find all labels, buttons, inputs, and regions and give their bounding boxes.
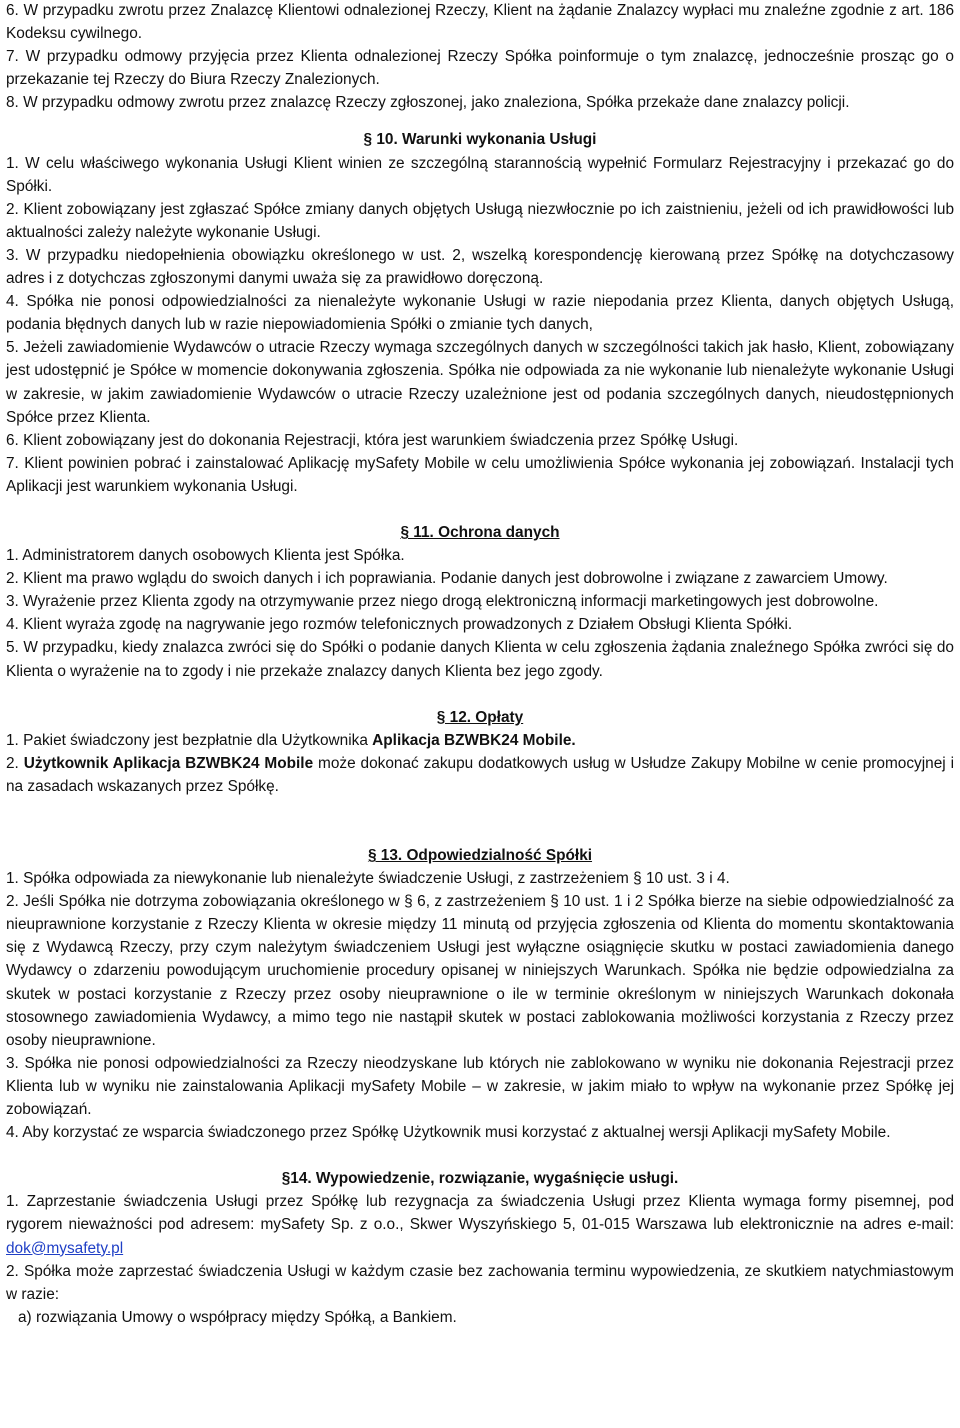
list-item bbox=[6, 91, 954, 114]
list-item bbox=[6, 1190, 954, 1259]
section-heading-12 bbox=[6, 706, 954, 729]
item-number: 4. bbox=[6, 293, 19, 311]
spacer bbox=[6, 114, 954, 128]
item-text: Spółka może zaprzestać świadczenia Usługi w każdym czasie bez zachowania terminu wypowiedzenia, ze skutkiem natychmiastowym w razie: bbox=[6, 1262, 954, 1303]
list-item bbox=[6, 752, 954, 798]
item-number: 1. bbox=[6, 870, 19, 888]
item-number: 2. bbox=[6, 754, 19, 772]
item-text: Administratorem danych osobowych Klienta jest Spółka. bbox=[22, 547, 405, 565]
item-text: Klient ma prawo wglądu do swoich danych i ich poprawiania. Podanie danych jest dobrowolne i związane z zawarciem Umowy. bbox=[23, 570, 888, 588]
list-item bbox=[6, 867, 954, 890]
list-subitem: a) rozwiązania Umowy o współpracy między Spółką, a Bankiem. bbox=[18, 1308, 457, 1326]
item-number: 5. bbox=[6, 639, 19, 657]
item-number: 1. bbox=[6, 731, 19, 749]
item-number: 7. bbox=[6, 48, 19, 66]
item-text: Jeśli Spółka nie dotrzyma zobowiązania określonego w § 6, z zastrzeżeniem § 10 ust. 1 i 2 Spółka bierze na siebie odpowiedzialność za nieuprawnione korzystanie z Rzeczy Klienta w okresie między 11 minutą od przyjęcia zgłoszenia od Klienta do momentu skontaktowania się z Wydawcą Rzeczy, przy czym należytym świadczeniem Usługi jest wyłączne osiągnięcie skutku w postaci zawiadomienia danego Wydawcy o zdarzeniu powodującym uruchomienie procedury opisanej w niniejszych Warunkach. Spółka nie będzie odpowiedzialna za skutek w postaci korzystanie z Rzeczy przez osoby nieuprawnione o ile w terminie określonym w niniejszych Warunkach dokonała stosownego zawiadomienia Wydawcy, a mimo tego nie nastąpił skutek w postaci zablokowania możliwości korzystania z Rzeczy przez osoby nieuprawnione. bbox=[6, 893, 954, 1049]
section-heading-14: §14. Wypowiedzenie, rozwiązanie, wygaśnięcie usługi. bbox=[281, 1170, 679, 1188]
item-text: może dokonać zakupu dodatkowych usług w Usłudze Zakupy Mobilne w cenie promocyjnej i na zasadach wskazanych przez Spółkę. bbox=[6, 754, 954, 795]
item-number: 6. bbox=[6, 431, 19, 449]
section-heading-text: § 11. Ochrona danych bbox=[400, 523, 560, 541]
list-item bbox=[6, 152, 954, 198]
list-item bbox=[6, 1260, 954, 1306]
section-heading-text: § 13. Odpowiedzialność Spółki bbox=[367, 847, 593, 864]
list-item bbox=[6, 1121, 954, 1144]
item-text: Aby korzystać ze wsparcia świadczonego przez Spółkę Użytkownik musi korzystać z aktualnej wersji Aplikacji mySafety Mobile. bbox=[22, 1124, 891, 1142]
item-number: 2. bbox=[6, 200, 19, 218]
item-number: 1. bbox=[6, 154, 19, 172]
item-text: Klient zobowiązany jest zgłaszać Spółce zmiany danych objętych Usługą niezwłocznie po ich zaistnieniu, jeżeli od ich prawidłowości lub aktualności zależy należyte wykonanie Usługi. bbox=[6, 200, 955, 241]
spacer bbox=[6, 1144, 954, 1167]
item-text: Spółka nie ponosi odpowiedzialności za nienależyte wykonanie Usługi w razie niepodania przez Klienta, danych objętych Usługą, podania błędnych danych lub w razie niepowiadomienia Spółki o zmianie tych danych, bbox=[6, 293, 954, 334]
list-item bbox=[6, 636, 954, 682]
list-item bbox=[6, 429, 954, 452]
item-number: 2. bbox=[6, 1262, 19, 1280]
item-text: W przypadku odmowy zwrotu przez znalazcę Rzeczy zgłoszonej, jako znaleziona, Spółka przekaże dane znalazcy policji. bbox=[23, 94, 850, 112]
item-number: 8. bbox=[6, 94, 19, 112]
list-item bbox=[6, 890, 954, 1052]
item-bold-text: Użytkownik Aplikacja BZWBK24 Mobile bbox=[23, 754, 314, 772]
list-item bbox=[6, 567, 954, 590]
item-text: Klient powinien pobrać i zainstalować Aplikację mySafety Mobile w celu umożliwienia Spółce wykonania jej zobowiązań. Instalacji tych Aplikacji jest warunkiem wykonania Usługi. bbox=[6, 454, 954, 495]
item-number: 1. bbox=[6, 1193, 19, 1211]
section-heading-11 bbox=[6, 521, 954, 544]
item-text: W przypadku zwrotu przez Znalazcę Klientowi odnalezionej Rzeczy, Klient na żądanie Znalazcy wypłaci mu znaleźne zgodnie z art. 186 Kodeksu cywilnego. bbox=[6, 2, 955, 43]
item-bold-text: Aplikacja BZWBK24 Mobile. bbox=[372, 731, 576, 749]
list-item bbox=[6, 244, 954, 290]
item-number: 3. bbox=[6, 593, 19, 611]
item-text: W celu właściwego wykonania Usługi Klient winien ze szczególną starannością wypełnić Formularz Rejestracyjny i przekazać go do Spółki. bbox=[6, 154, 954, 195]
list-item bbox=[6, 0, 954, 45]
list-item bbox=[6, 336, 954, 428]
item-text: Pakiet świadczony jest bezpłatnie dla Użytkownika bbox=[23, 731, 373, 749]
email-link[interactable]: dok@mysafety.pl bbox=[6, 1239, 124, 1257]
section-heading-13 bbox=[6, 844, 954, 867]
item-text: W przypadku odmowy przyjęcia przez Klienta odnalezionej Rzeczy Spółka poinformuje o tym znalazcę, jednocześnie prosząc go o przekazanie tej Rzeczy do Biura Rzeczy Znalezionych. bbox=[6, 48, 954, 89]
item-text: Wyrażenie przez Klienta zgody na otrzymywanie przez niego drogą elektroniczną informacji marketingowych jest dobrowolne. bbox=[23, 593, 879, 611]
list-item bbox=[6, 1052, 954, 1121]
list-item bbox=[6, 198, 954, 244]
item-number: 4. bbox=[6, 1124, 19, 1142]
item-number: 7. bbox=[6, 454, 19, 472]
item-number: 6. bbox=[6, 2, 19, 19]
item-text: W przypadku niedopełnienia obowiązku określonego w ust. 2, wszelką korespondencję kierowaną przez Spółkę na dotychczasowy adres i z dotychczas zgłoszonymi danymi uważa się za prawidłowo doręczoną. bbox=[6, 246, 955, 288]
list-item bbox=[6, 452, 954, 498]
item-text: Spółka odpowiada za niewykonanie lub nienależyte świadczenie Usługi, z zastrzeżeniem § 10 ust. 3 i 4. bbox=[23, 870, 730, 888]
item-number: 3. bbox=[6, 246, 19, 264]
list-item bbox=[6, 613, 954, 636]
list-item bbox=[6, 544, 954, 567]
item-number: 1. bbox=[6, 547, 19, 565]
item-text: Zaprzestanie świadczenia Usługi przez Spółkę lub rezygnacja za świadczenia Usługi przez Klienta wymaga formy pisemnej, pod rygorem nieważności pod adresem: mySafety Sp. z o.o., Skwer Wyszyńskiego 5, 01-015 Warszawa lub elektronicznie na adres e-mail: bbox=[6, 1193, 955, 1234]
spacer bbox=[6, 683, 954, 706]
list-item bbox=[6, 729, 954, 752]
spacer bbox=[6, 498, 954, 521]
list-item bbox=[6, 45, 954, 91]
item-number: 5. bbox=[6, 339, 19, 357]
list-item bbox=[6, 290, 954, 336]
item-text: Jeżeli zawiadomienie Wydawców o utracie Rzeczy wymaga szczególnych danych w szczególności takich jak hasło, Klient, zobowiązany jest udostępnić je Spółce w momencie dokonywania zgłoszenia. Spółka nie odpowiada za nie wykonanie lub nienależyte wykonanie Usługi w zakresie, w jakim zawiadomienie Wydawców o utracie Rzeczy uzależnione jest od podania szczególnych danych, nieudostępnionych Spółce przez Klienta. bbox=[6, 339, 954, 426]
item-number: 2. bbox=[6, 893, 19, 911]
item-number: 3. bbox=[6, 1054, 19, 1072]
spacer bbox=[6, 798, 954, 844]
item-text: W przypadku, kiedy znalazca zwróci się do Spółki o podanie danych Klienta w celu zgłoszenia żądania znaleźnego Spółka zwróci się do Klienta o wyrażenie na to zgody i nie przekaże znalazcy danych Klienta bez jego zgody. bbox=[6, 639, 954, 680]
item-text: Klient zobowiązany jest do dokonania Rejestracji, która jest warunkiem świadczenia przez Spółkę Usługi. bbox=[23, 431, 739, 449]
section-heading-text: § 12. Opłaty bbox=[436, 708, 524, 726]
item-text: Spółka nie ponosi odpowiedzialności za Rzeczy nieodzyskane lub których nie zablokowano w wyniku nie dokonania Rejestracji przez Klienta lub w wyniku nie zainstalowania Aplikacji mySafety Mobile – w zakresie, w jakim miało to wpływ na wykonanie przez Spółkę jej zobowiązań. bbox=[6, 1054, 955, 1119]
item-number: 4. bbox=[6, 616, 19, 634]
item-text: Klient wyraża zgodę na nagrywanie jego rozmów telefonicznych prowadzonych z Działem Obsługi Klienta Spółki. bbox=[23, 616, 793, 634]
item-number: 2. bbox=[6, 570, 19, 588]
list-item bbox=[6, 590, 954, 613]
section-heading-10: § 10. Warunki wykonania Usługi bbox=[363, 131, 597, 149]
